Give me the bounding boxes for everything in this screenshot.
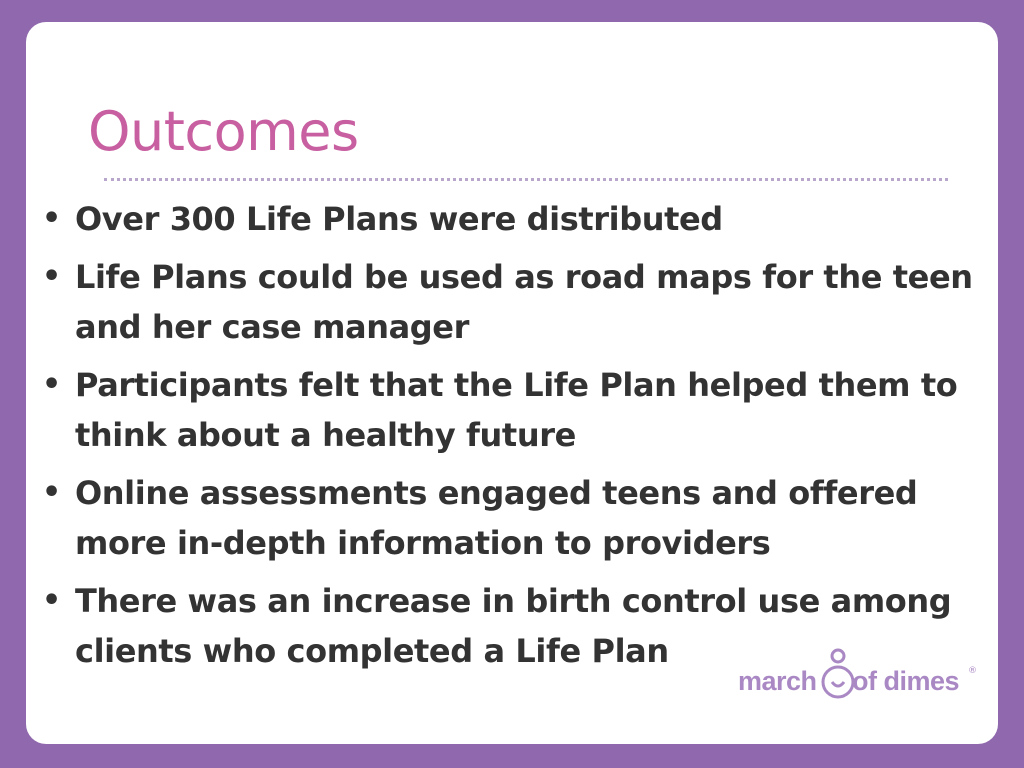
bullet-item bbox=[42, 468, 982, 568]
bullet-text: Over 300 Life Plans were distributed bbox=[75, 200, 723, 238]
logo-word-march: march bbox=[738, 666, 817, 696]
bullet-icon: • bbox=[42, 583, 61, 618]
march-of-dimes-logo bbox=[738, 646, 978, 706]
registered-mark: ® bbox=[968, 666, 977, 676]
bullet-text: Participants felt that the Life Plan helped them to think about a healthy future bbox=[75, 366, 958, 454]
bullet-text: Online assessments engaged teens and offered more in-depth information to providers bbox=[75, 474, 918, 562]
logo-word-of-dimes: of dimes bbox=[852, 666, 960, 696]
bullet-icon: • bbox=[42, 367, 61, 402]
title-divider bbox=[104, 178, 948, 181]
bullet-text: Life Plans could be used as road maps for the teen and her case manager bbox=[75, 258, 973, 346]
slide-panel bbox=[26, 22, 998, 744]
bullet-list bbox=[42, 194, 982, 684]
bullet-item bbox=[42, 194, 982, 244]
bullet-icon: • bbox=[42, 475, 61, 510]
bullet-icon: • bbox=[42, 259, 61, 294]
bullet-item bbox=[42, 360, 982, 460]
slide-title: Outcomes bbox=[88, 100, 359, 163]
bullet-icon: • bbox=[42, 201, 61, 236]
bullet-text: There was an increase in birth control use among clients who completed a Life Plan bbox=[75, 582, 952, 670]
bullet-item bbox=[42, 252, 982, 352]
